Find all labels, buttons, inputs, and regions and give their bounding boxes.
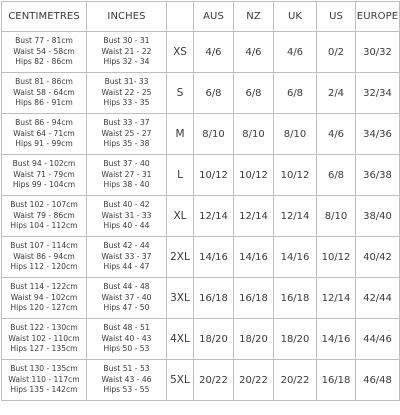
inches-cell (87, 32, 167, 73)
cm-hips: Hips 86 - 91cm (15, 98, 73, 108)
us-size: 6/8 (317, 155, 356, 196)
cm-waist: Waist 94 - 102cm (10, 292, 78, 302)
header-us: US (317, 2, 356, 32)
size-label: 3XL (167, 278, 194, 319)
uk-size: 16/18 (274, 278, 317, 319)
nz-size: 8/10 (234, 114, 274, 155)
size-label: L (167, 155, 194, 196)
inches-cell (87, 360, 167, 401)
uk-size: 18/20 (274, 319, 317, 360)
inches-cell (87, 114, 167, 155)
aus-size: 4/6 (194, 32, 234, 73)
aus-size: 8/10 (194, 114, 234, 155)
cm-bust: Bust 102 - 107cm (10, 199, 78, 209)
europe-size: 30/32 (356, 32, 400, 73)
in-waist: Waist 31 - 33 (101, 210, 152, 220)
inches-cell (87, 319, 167, 360)
cm-waist: Waist 71 - 79cm (13, 169, 75, 179)
nz-size: 18/20 (234, 319, 274, 360)
cm-bust: Bust 94 - 102cm (12, 158, 76, 168)
inches-cell (87, 196, 167, 237)
in-hips: Hips 47 - 50 (103, 303, 150, 313)
size-label: XS (167, 32, 194, 73)
cm-waist: Waist 54 - 58cm (13, 46, 75, 56)
aus-size: 18/20 (194, 319, 234, 360)
cm-bust: Bust 81 - 86cm (15, 76, 73, 86)
in-waist: Waist 22 - 25 (101, 87, 152, 97)
table-row (2, 155, 400, 196)
header-uk: UK (274, 2, 317, 32)
us-size: 8/10 (317, 196, 356, 237)
cm-bust: Bust 130 - 135cm (10, 363, 78, 373)
cm-cell (2, 32, 87, 73)
in-hips: Hips 44 - 47 (103, 262, 150, 272)
in-bust: Bust 42 - 44 (103, 240, 150, 250)
size-label: 5XL (167, 360, 194, 401)
size-label: 4XL (167, 319, 194, 360)
cm-cell (2, 237, 87, 278)
nz-size: 6/8 (234, 73, 274, 114)
size-label: M (167, 114, 194, 155)
in-bust: Bust 37 - 40 (103, 158, 150, 168)
cm-hips: Hips 82 - 86cm (15, 57, 73, 67)
cm-cell (2, 155, 87, 196)
in-bust: Bust 51 - 53 (103, 363, 150, 373)
cm-waist: Waist 79 - 86cm (13, 210, 75, 220)
cm-bust: Bust 122 - 130cm (10, 322, 78, 332)
header-inches: INCHES (87, 2, 167, 32)
uk-size: 6/8 (274, 73, 317, 114)
header-row (2, 2, 400, 32)
in-waist: Waist 43 - 46 (101, 374, 152, 384)
in-hips: Hips 40 - 44 (103, 221, 150, 231)
size-label: S (167, 73, 194, 114)
europe-size: 32/34 (356, 73, 400, 114)
table-row (2, 237, 400, 278)
europe-size: 42/44 (356, 278, 400, 319)
aus-size: 10/12 (194, 155, 234, 196)
aus-size: 20/22 (194, 360, 234, 401)
uk-size: 8/10 (274, 114, 317, 155)
in-hips: Hips 50 - 53 (103, 344, 150, 354)
europe-size: 40/42 (356, 237, 400, 278)
header-aus: AUS (194, 2, 234, 32)
in-bust: Bust 33 - 37 (103, 117, 150, 127)
nz-size: 16/18 (234, 278, 274, 319)
cm-bust: Bust 77 - 81cm (15, 35, 73, 45)
aus-size: 12/14 (194, 196, 234, 237)
nz-size: 4/6 (234, 32, 274, 73)
cm-hips: Hips 112 - 120cm (10, 262, 78, 272)
cm-waist: Waist 110 - 117cm (8, 374, 80, 384)
aus-size: 6/8 (194, 73, 234, 114)
table-row (2, 196, 400, 237)
europe-size: 44/46 (356, 319, 400, 360)
in-bust: Bust 30 - 31 (103, 35, 150, 45)
in-waist: Waist 25 - 27 (101, 128, 152, 138)
table-row (2, 73, 400, 114)
uk-size: 10/12 (274, 155, 317, 196)
cm-bust: Bust 86 - 94cm (15, 117, 73, 127)
cm-cell (2, 319, 87, 360)
cm-cell (2, 114, 87, 155)
cm-hips: Hips 120 - 127cm (10, 303, 78, 313)
in-bust: Bust 40 - 42 (103, 199, 150, 209)
cm-cell (2, 278, 87, 319)
size-chart-container (1, 1, 400, 401)
europe-size: 46/48 (356, 360, 400, 401)
in-waist: Waist 21 - 22 (101, 46, 152, 56)
cm-cell (2, 360, 87, 401)
nz-size: 12/14 (234, 196, 274, 237)
nz-size: 10/12 (234, 155, 274, 196)
table-row (2, 278, 400, 319)
in-waist: Waist 27 - 31 (101, 169, 152, 179)
in-hips: Hips 53 - 55 (103, 385, 150, 395)
in-waist: Waist 33 - 37 (101, 251, 152, 261)
in-bust: Bust 31- 33 (104, 76, 149, 86)
cm-cell (2, 73, 87, 114)
us-size: 14/16 (317, 319, 356, 360)
aus-size: 14/16 (194, 237, 234, 278)
nz-size: 20/22 (234, 360, 274, 401)
inches-cell (87, 237, 167, 278)
cm-waist: Waist 64 - 71cm (13, 128, 75, 138)
in-waist: Waist 40 - 43 (101, 333, 152, 343)
table-row (2, 360, 400, 401)
uk-size: 4/6 (274, 32, 317, 73)
in-hips: Hips 33 - 35 (103, 98, 150, 108)
us-size: 16/18 (317, 360, 356, 401)
size-chart-table (1, 1, 400, 401)
in-hips: Hips 32 - 34 (103, 57, 150, 67)
cm-bust: Bust 107 - 114cm (10, 240, 78, 250)
cm-waist: Waist 58 - 64cm (13, 87, 75, 97)
table-row (2, 32, 400, 73)
table-row (2, 114, 400, 155)
aus-size: 16/18 (194, 278, 234, 319)
inches-cell (87, 73, 167, 114)
cm-hips: Hips 135 - 142cm (10, 385, 78, 395)
uk-size: 12/14 (274, 196, 317, 237)
in-bust: Bust 48 - 51 (103, 322, 150, 332)
cm-hips: Hips 127 - 135cm (10, 344, 78, 354)
cm-hips: Hips 99 - 104cm (12, 180, 76, 190)
size-label: XL (167, 196, 194, 237)
size-label: 2XL (167, 237, 194, 278)
europe-size: 34/36 (356, 114, 400, 155)
header-nz: NZ (234, 2, 274, 32)
header-europe: EUROPE (356, 2, 400, 32)
us-size: 4/6 (317, 114, 356, 155)
header-size (167, 2, 194, 32)
europe-size: 38/40 (356, 196, 400, 237)
uk-size: 14/16 (274, 237, 317, 278)
header-centimetres: CENTIMETRES (2, 2, 87, 32)
cm-hips: Hips 104 - 112cm (10, 221, 78, 231)
table-row (2, 319, 400, 360)
europe-size: 36/38 (356, 155, 400, 196)
cm-cell (2, 196, 87, 237)
in-waist: Waist 37 - 40 (101, 292, 152, 302)
inches-cell (87, 278, 167, 319)
us-size: 12/14 (317, 278, 356, 319)
cm-waist: Waist 86 - 94cm (13, 251, 75, 261)
in-bust: Bust 44 - 48 (103, 281, 150, 291)
nz-size: 14/16 (234, 237, 274, 278)
in-hips: Hips 35 - 38 (103, 139, 150, 149)
us-size: 10/12 (317, 237, 356, 278)
cm-waist: Waist 102 - 110cm (8, 333, 80, 343)
us-size: 2/4 (317, 73, 356, 114)
cm-hips: Hips 91 - 99cm (15, 139, 73, 149)
uk-size: 20/22 (274, 360, 317, 401)
cm-bust: Bust 114 - 122cm (10, 281, 78, 291)
in-hips: Hips 38 - 40 (103, 180, 150, 190)
inches-cell (87, 155, 167, 196)
us-size: 0/2 (317, 32, 356, 73)
